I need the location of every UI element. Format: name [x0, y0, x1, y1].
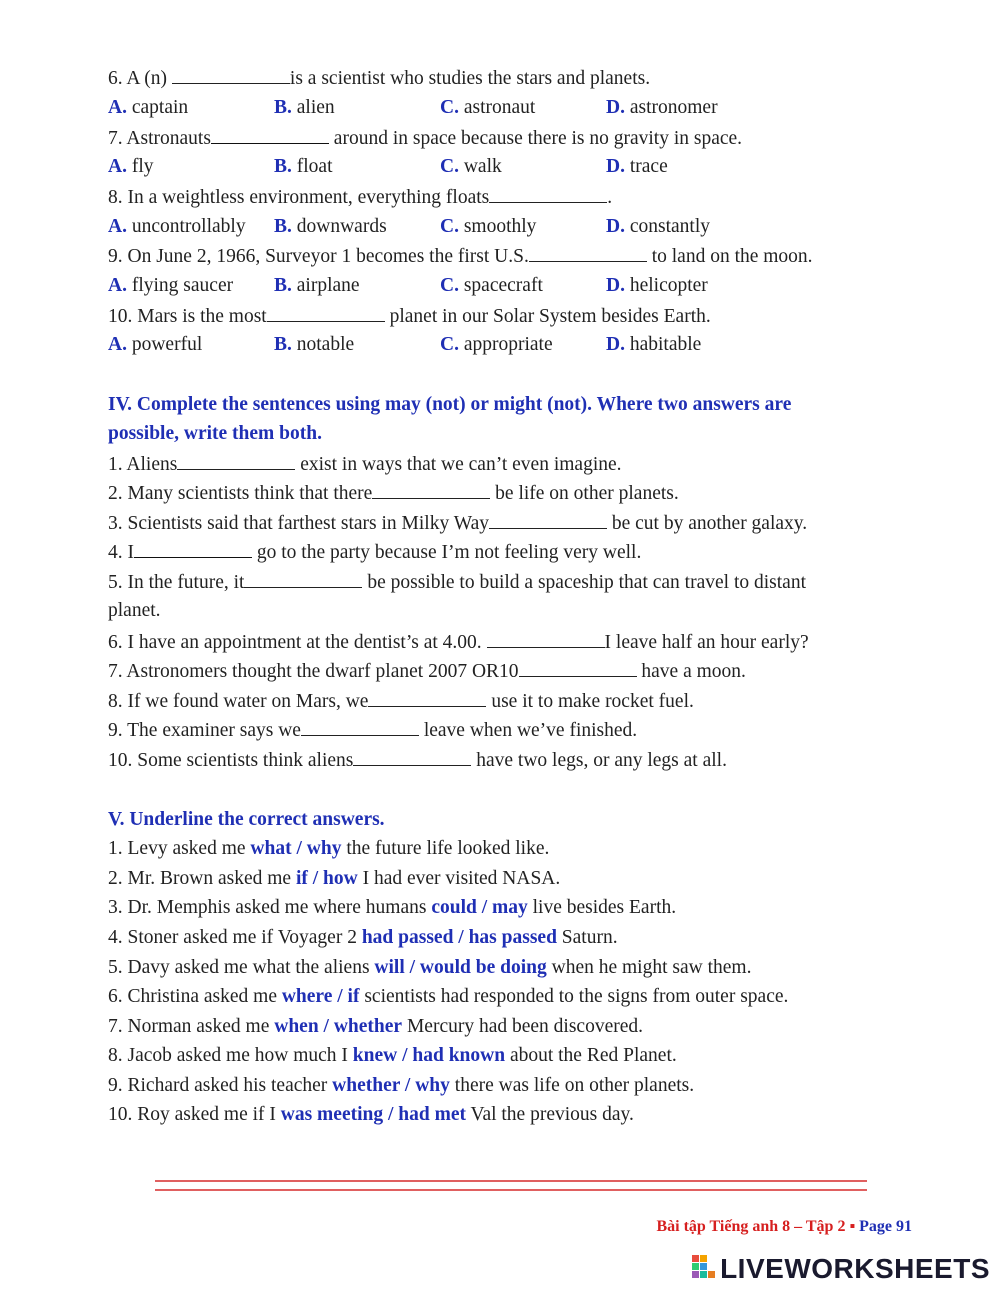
options-q10	[108, 333, 908, 357]
iv-item-2: 2. Many scientists think that there be life on other planets.	[108, 483, 679, 504]
choice-v-6[interactable]: where / if	[281, 986, 360, 1007]
option-a[interactable]: A. powerful	[108, 334, 203, 355]
question-9: 9. On June 2, 1966, Surveyor 1 becomes the first U.S. to land on the moon.	[108, 246, 813, 267]
choice-v-4[interactable]: had passed / has passed	[361, 927, 557, 948]
choice-v-5[interactable]: will / would be doing	[374, 957, 547, 978]
options-q6	[108, 96, 908, 120]
iv-item-5-cont: planet.	[108, 600, 161, 621]
option-c[interactable]: C. spacecraft	[440, 275, 543, 296]
option-b[interactable]: B. downwards	[274, 216, 387, 237]
iv-item-6: 6. I have an appointment at the dentist’s at 4.00. I leave half an hour early?	[108, 632, 809, 653]
choice-v-8[interactable]: knew / had known	[352, 1045, 506, 1066]
v-item-1: 1. Levy asked me what / why the future life looked like.	[108, 838, 550, 859]
question-10: 10. Mars is the most planet in our Solar System besides Earth.	[108, 306, 711, 327]
question-6: 6. A (n) is a scientist who studies the stars and planets.	[108, 68, 651, 89]
v-item-5: 5. Davy asked me what the aliens will / would be doing when he might saw them.	[108, 957, 752, 978]
option-b[interactable]: B. notable	[274, 334, 355, 355]
blank-q10[interactable]	[267, 304, 385, 322]
choice-v-9[interactable]: whether / why	[332, 1075, 450, 1096]
v-item-9: 9. Richard asked his teacher whether / why there was life on other planets.	[108, 1075, 695, 1096]
iv-item-10: 10. Some scientists think aliens have two legs, or any legs at all.	[108, 750, 727, 771]
blank-iv-2[interactable]	[372, 481, 490, 499]
blank-iv-9[interactable]	[301, 718, 419, 736]
iv-item-5: 5. In the future, it be possible to build a spaceship that can travel to distant	[108, 572, 806, 593]
blank-q8[interactable]	[489, 185, 607, 203]
option-a[interactable]: A. flying saucer	[108, 275, 234, 296]
option-d[interactable]: D. astronomer	[606, 97, 718, 118]
option-c[interactable]: C. smoothly	[440, 216, 537, 237]
question-8: 8. In a weightless environment, everything floats .	[108, 187, 613, 208]
iv-item-7: 7. Astronomers thought the dwarf planet 2007 OR10 have a moon.	[108, 661, 746, 682]
iv-item-1: 1. Aliens exist in ways that we can’t even imagine.	[108, 454, 622, 475]
blank-iv-4[interactable]	[134, 540, 252, 558]
blank-iv-7[interactable]	[519, 659, 637, 677]
v-item-2: 2. Mr. Brown asked me if / how I had ever visited NASA.	[108, 868, 561, 889]
blank-iv-1[interactable]	[177, 452, 295, 470]
options-q7	[108, 155, 908, 179]
logo-text: LIVEWORKSHEETS	[720, 1253, 990, 1284]
blank-q6[interactable]	[172, 66, 290, 84]
option-d[interactable]: D. constantly	[606, 216, 710, 237]
v-item-7: 7. Norman asked me when / whether Mercury had been discovered.	[108, 1016, 644, 1037]
v-item-3: 3. Dr. Memphis asked me where humans could / may live besides Earth.	[108, 897, 677, 918]
choice-v-3[interactable]: could / may	[431, 897, 528, 918]
blank-iv-10[interactable]	[353, 748, 471, 766]
iv-item-3: 3. Scientists said that farthest stars in Milky Way be cut by another galaxy.	[108, 513, 808, 534]
choice-v-7[interactable]: when / whether	[274, 1016, 403, 1037]
footer-separator	[155, 1180, 867, 1191]
page-footer: Bài tập Tiếng anh 8 – Tập 2 ▪ Page 91	[656, 1218, 912, 1235]
blank-q9[interactable]	[529, 244, 647, 262]
logo-blocks-icon	[692, 1255, 716, 1283]
option-a[interactable]: A. uncontrollably	[108, 216, 246, 237]
choice-v-1[interactable]: what / why	[250, 838, 342, 859]
option-c[interactable]: C. astronaut	[440, 97, 536, 118]
option-a[interactable]: A. captain	[108, 97, 189, 118]
option-a[interactable]: A. fly	[108, 156, 154, 177]
section-iv-heading: IV. Complete the sentences using may (not) or might (not). Where two answers are	[108, 394, 792, 415]
option-c[interactable]: C. appropriate	[440, 334, 553, 355]
blank-iv-3[interactable]	[489, 511, 607, 529]
v-item-4: 4. Stoner asked me if Voyager 2 had passed / has passed Saturn.	[108, 927, 618, 948]
option-b[interactable]: B. airplane	[274, 275, 360, 296]
blank-iv-5[interactable]	[244, 570, 362, 588]
option-b[interactable]: B. float	[274, 156, 333, 177]
options-q8	[108, 215, 908, 239]
blank-iv-8[interactable]	[368, 689, 486, 707]
option-b[interactable]: B. alien	[274, 97, 335, 118]
choice-v-10[interactable]: was meeting / had met	[280, 1104, 466, 1125]
blank-q7[interactable]	[211, 126, 329, 144]
section-v-heading: V. Underline the correct answers.	[108, 809, 385, 830]
option-c[interactable]: C. walk	[440, 156, 502, 177]
iv-item-8: 8. If we found water on Mars, we use it to make rocket fuel.	[108, 691, 694, 712]
iv-item-4: 4. I go to the party because I’m not feeling very well.	[108, 542, 642, 563]
v-item-10: 10. Roy asked me if I was meeting / had met Val the previous day.	[108, 1104, 634, 1125]
liveworksheets-logo[interactable]	[692, 1253, 990, 1285]
v-item-8: 8. Jacob asked me how much I knew / had known about the Red Planet.	[108, 1045, 677, 1066]
question-7: 7. Astronauts around in space because there is no gravity in space.	[108, 128, 743, 149]
iv-item-9: 9. The examiner says we leave when we’ve finished.	[108, 720, 638, 741]
option-d[interactable]: D. trace	[606, 156, 668, 177]
options-q9	[108, 274, 908, 298]
page-number: Page 91	[859, 1218, 912, 1235]
section-iv-heading-cont: possible, write them both.	[108, 423, 322, 444]
blank-iv-6[interactable]	[487, 630, 605, 648]
choice-v-2[interactable]: if / how	[295, 868, 358, 889]
v-item-6: 6. Christina asked me where / if scientists had responded to the signs from outer space.	[108, 986, 789, 1007]
option-d[interactable]: D. helicopter	[606, 275, 708, 296]
option-d[interactable]: D. habitable	[606, 334, 702, 355]
